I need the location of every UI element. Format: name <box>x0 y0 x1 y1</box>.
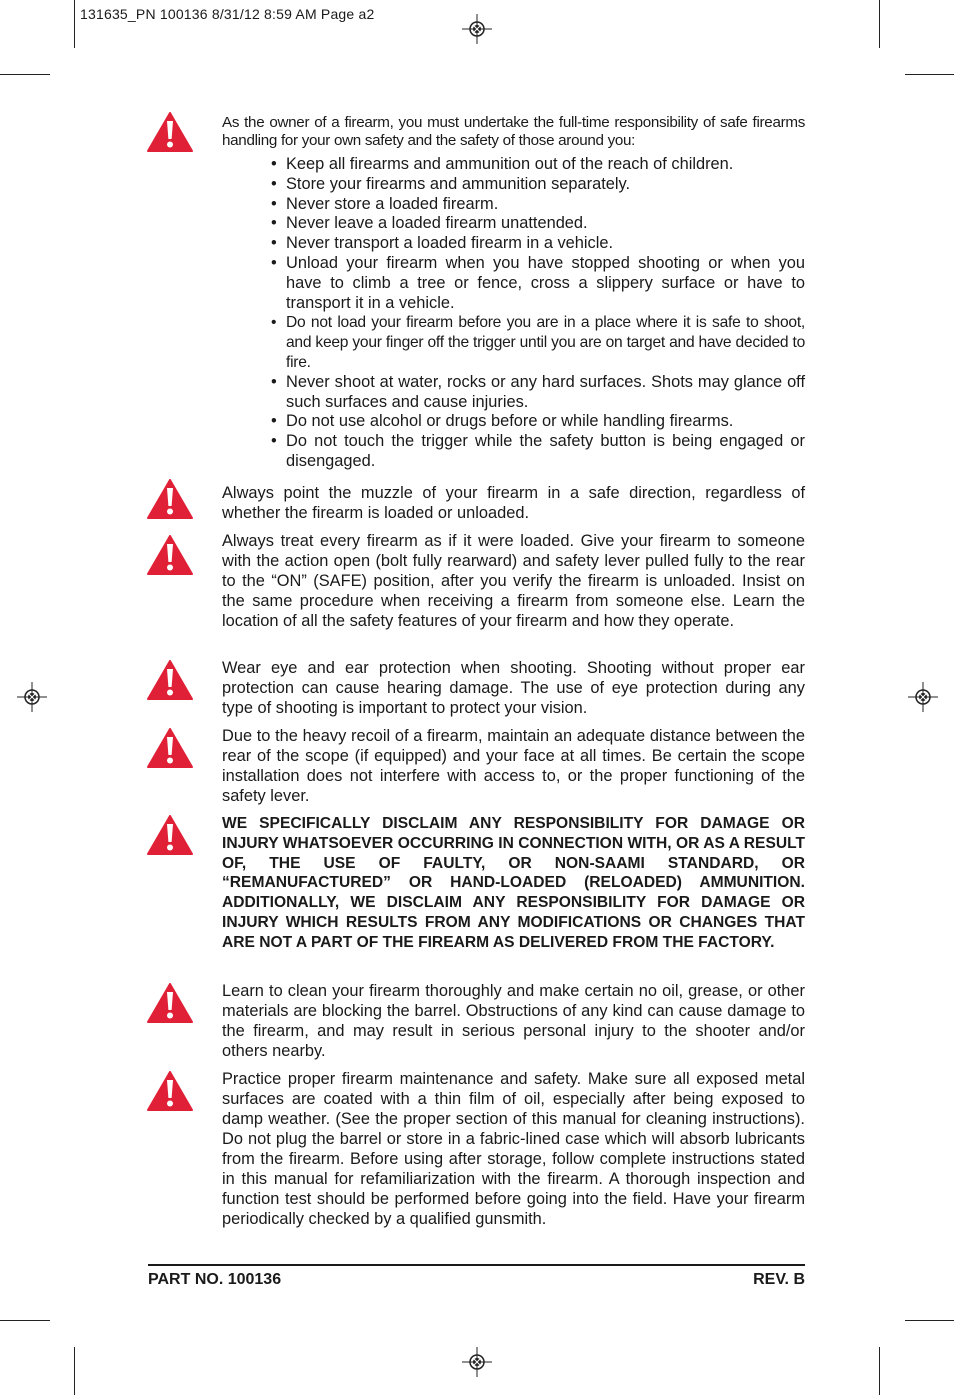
warning-triangle-icon <box>147 479 193 519</box>
warning-block-protection <box>222 658 805 718</box>
safety-bullet-list <box>270 155 805 472</box>
warning-block-recoil <box>222 726 805 806</box>
crop-mark <box>905 1320 954 1321</box>
warning-triangle-icon <box>147 660 193 700</box>
list-item: • Unload your firearm when you have stopped shooting or when you have to climb a tree or fence, cross a slippery surface or have to transport it in a vehicle. <box>270 254 805 313</box>
warning-text: Due to the heavy recoil of a firearm, maintain an adequate distance between the rear of the scope (if equipped) and your face at all times. Be certain the scope installation does not interfere with access to, or the proper functioning of the safety lever. <box>222 727 805 805</box>
crop-mark <box>905 74 954 75</box>
registration-mark-icon <box>462 14 492 44</box>
list-item: • Never store a loaded firearm. <box>270 195 805 215</box>
list-item: • Do not use alcohol or drugs before or while handling firearms. <box>270 412 805 432</box>
warning-triangle-icon <box>147 983 193 1023</box>
list-item: • Never leave a loaded firearm unattended. <box>270 214 805 234</box>
part-number: PART NO. 100136 <box>148 1271 282 1288</box>
registration-mark-icon <box>462 1347 492 1377</box>
crop-mark <box>74 1347 75 1395</box>
warning-text: Learn to clean your firearm thoroughly and make certain no oil, grease, or other materials are blocking the barrel. Obstructions of any kind can cause damage to the firearm, and may result in serious personal injury to the shooter and/or others nearby. <box>222 982 805 1060</box>
warning-triangle-icon <box>147 112 193 152</box>
warning-block-disclaimer <box>222 814 805 953</box>
crop-mark <box>0 74 50 75</box>
warning-block-cleaning <box>222 981 805 1061</box>
list-item: • Do not touch the trigger while the safety button is being engaged or disengaged. <box>270 432 805 472</box>
warning-text: Always treat every firearm as if it were loaded. Give your firearm to someone with the action open (bolt fully rearward) and safety lever pulled fully to the rear to the “ON” (SAFE) position, after you verify the firearm is unloaded. Insist on the same procedure when receiving a firearm from someone else. Learn the location of all the safety features of your firearm and how they operate. <box>222 532 805 630</box>
list-item: • Never transport a loaded firearm in a vehicle. <box>270 234 805 254</box>
warning-triangle-icon <box>147 1071 193 1111</box>
page-footer <box>148 1264 805 1289</box>
list-item: • Do not load your firearm before you are in a place where it is safe to shoot, and keep your finger off the trigger until you are on target and have decided to fire. <box>270 313 805 372</box>
registration-mark-icon <box>17 682 47 712</box>
list-item: • Never shoot at water, rocks or any hard surfaces. Shots may glance off such surfaces and cause injuries. <box>270 373 805 413</box>
revision: REV. B <box>753 1271 805 1288</box>
disclaimer-text: WE SPECIFICALLY DISCLAIM ANY RESPONSIBILITY FOR DAMAGE OR INJURY WHATSOEVER OCCURRING IN CONNECTION WITH, OR AS A RESULT OF, THE USE OF FAULTY, OR NON-SAAMI STANDARD, OR “REMANUFACTURED” OR HAND-LOADED (RELOADED) AMMUNITION. ADDITIONALLY, WE DISCLAIM ANY RESPONSIBILITY FOR DAMAGE OR INJURY WHICH RESULTS FROM ANY MODIFICATIONS OR CHANGES THAT ARE NOT A PART OF THE FIREARM AS DELIVERED FROM THE FACTORY. <box>222 815 805 951</box>
crop-mark <box>0 1320 50 1321</box>
crop-mark <box>74 0 75 48</box>
crop-mark <box>879 0 880 48</box>
warning-triangle-icon <box>147 728 193 768</box>
warning-text: Always point the muzzle of your firearm in a safe direction, regardless of whether the firearm is loaded or unloaded. <box>222 484 805 522</box>
warning-block-muzzle <box>222 483 805 523</box>
print-slug: 131635_PN 100136 8/31/12 8:59 AM Page a2 <box>80 6 375 22</box>
warning-triangle-icon <box>147 535 193 575</box>
warning-block-maintenance <box>222 1069 805 1229</box>
list-item: • Store your firearms and ammunition separately. <box>270 175 805 195</box>
warning-block-ownership <box>222 114 805 472</box>
warning-text: Practice proper firearm maintenance and safety. Make sure all exposed metal surfaces are coated with a thin film of oil, especially after being exposed to damp weather. (See the proper section of this manual for cleaning instructions). Do not plug the barrel or store in a fabric-lined case which will absorb lubricants from the firearm. Before using after storage, follow complete instructions stated in this manual for refamiliarization with the firearm. A thorough inspection and function test should be performed before going into the field. Have your firearm periodically checked by a qualified gunsmith. <box>222 1070 805 1228</box>
warning-text: As the owner of a firearm, you must undertake the full-time responsibility of safe firearms handling for your own safety and the safety of those around you: <box>222 114 805 149</box>
crop-mark <box>879 1347 880 1395</box>
warning-block-treat-loaded <box>222 531 805 631</box>
warning-triangle-icon <box>147 815 193 855</box>
warning-text: Wear eye and ear protection when shooting. Shooting without proper ear protection can cause hearing damage. The use of eye protection during any type of shooting is important to protect your vision. <box>222 659 805 717</box>
list-item: • Keep all firearms and ammunition out of the reach of children. <box>270 155 805 175</box>
registration-mark-icon <box>908 682 938 712</box>
